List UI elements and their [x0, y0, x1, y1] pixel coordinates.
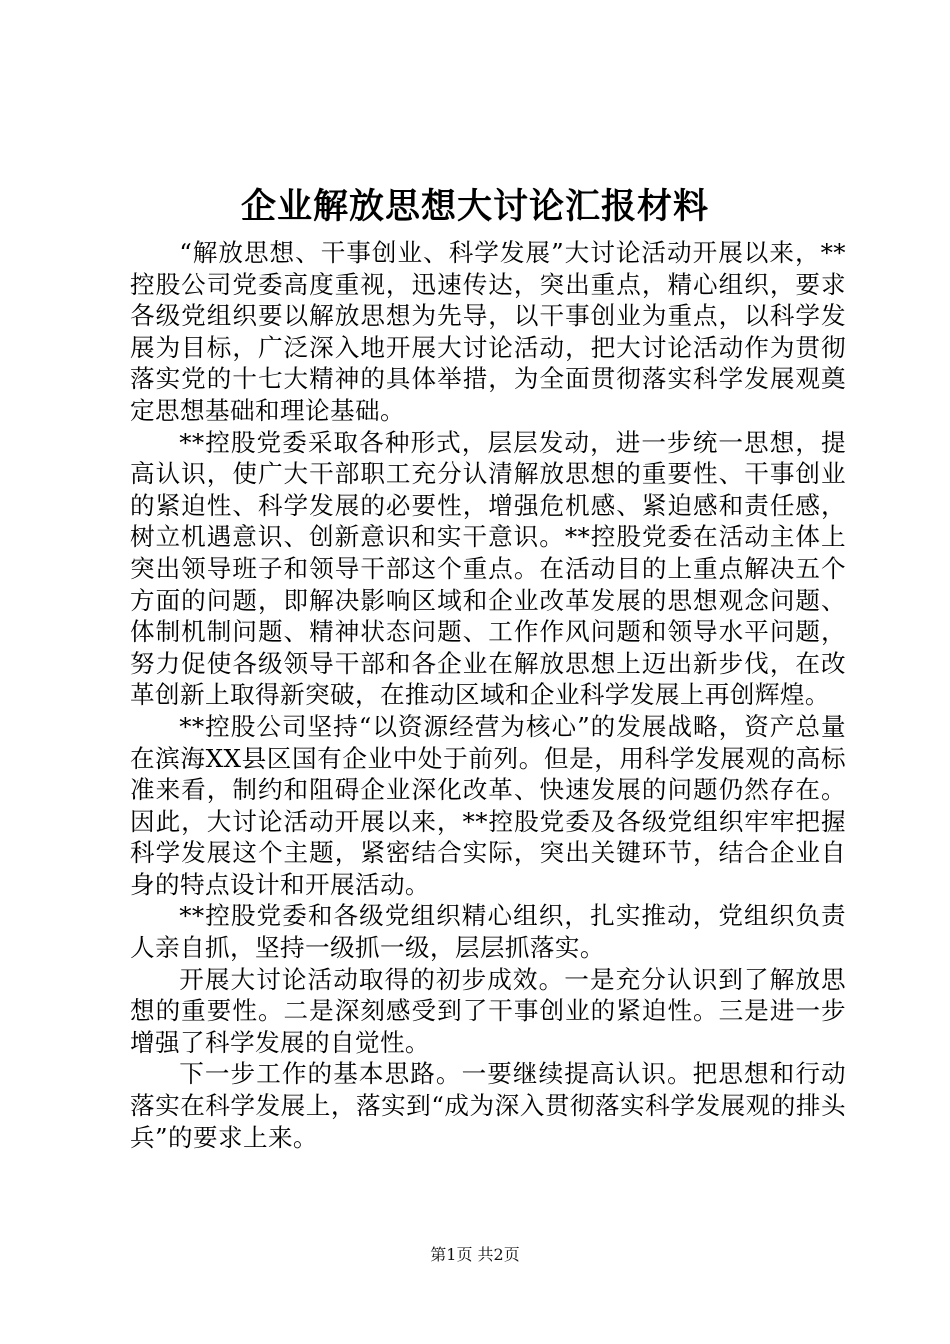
document-title: 企业解放思想大讨论汇报材料: [240, 186, 709, 227]
paragraph-1: “解放思想、干事创业、科学发展”大讨论活动开展以来，**控股公司党委高度重视，迅速传达，突出重点，精心组织，要求各级党组织要以解放思想为先导，以干事创业为重点，以科学发展为目标，广泛深入地开展大讨论活动，把大讨论活动作为贯彻落实党的十七大精神的具体举措，为全面贯彻落实科学发展观奠定思想基础和理论基础。: [130, 238, 846, 425]
paragraph-4: **控股党委和各级党组织精心组织，扎实推动，党组织负责人亲自抓，坚持一级抓一级，层层抓落实。: [130, 901, 846, 963]
paragraph-3: **控股公司坚持“以资源经营为核心”的发展战略，资产总量在滨海XX县区国有企业中处于前列。但是，用科学发展观的高标准来看，制约和阻碍企业深化改革、快速发展的问题仍然存在。因此，大讨论活动开展以来，**控股党委及各级党组织牢牢把握科学发展这个主题，紧密结合实际，突出关键环节，结合企业自身的特点设计和开展活动。: [130, 711, 846, 899]
paragraph-5: 开展大讨论活动取得的初步成效。一是充分认识到了解放思想的重要性。二是深刻感受到了干事创业的紧迫性。三是进一步增强了科学发展的自觉性。: [130, 964, 846, 1057]
paragraph-2: **控股党委采取各种形式，层层发动，进一步统一思想，提高认识，使广大干部职工充分认清解放思想的重要性、干事创业的紧迫性、科学发展的必要性，增强危机感、紧迫感和责任感，树立机遇意识、创新意识和实干意识。**控股党委在活动主体上突出领导班子和领导干部这个重点。在活动目的上重点解决五个方面的问题，即解决影响区域和企业改革发展的思想观念问题、体制机制问题、精神状态问题、工作作风问题和领导水平问题，努力促使各级领导干部和各企业在解放思想上迈出新步伐，在改革创新上取得新突破，在推动区域和企业科学发展上再创辉煌。: [130, 427, 846, 710]
paragraph-6: 下一步工作的基本思路。一要继续提高认识。把思想和行动落实在科学发展上，落实到“成为深入贯彻落实科学发展观的排头兵”的要求上来。: [130, 1059, 846, 1152]
document-body: [130, 237, 846, 1153]
page-number-footer: 第1页 共2页: [430, 1245, 520, 1264]
